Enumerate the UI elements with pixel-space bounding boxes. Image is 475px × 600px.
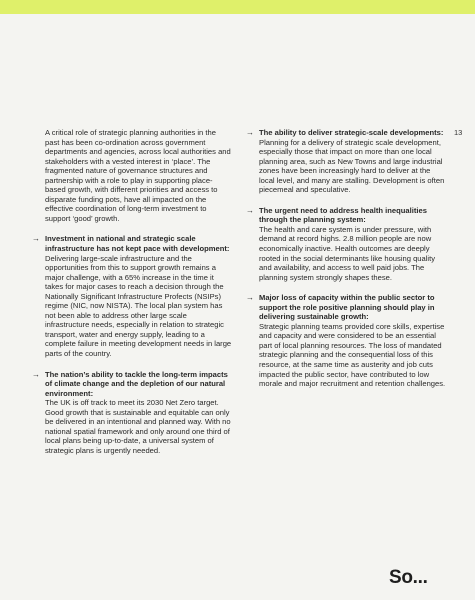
item-heading: The nation’s ability to tackle the long-term impacts of climate change and the depletion of our natural environment:	[45, 369, 228, 398]
arrow-icon: →	[246, 293, 254, 303]
list-item	[32, 370, 232, 456]
item-body: Delivering large-scale infrastructure and the opportunities from this to support growth remains a major challenge, with a 65% increase in the time it takes for major cases to reach a decision through the Nationally Significant Infrastructure Profects (NSIPs) regime (NIC, now NISTA). The local plan system has not been able to address other large scale infrastructure needs, especially in relation to strategic transport, water and energy supply, leading to a complete failure in meeting development needs in large parts of the country.	[45, 253, 232, 359]
item-body: The UK is off track to meet its 2030 Net Zero target. Good growth that is sustainable and equitable can only be delivered in an intentional and planned way. With no national spatial framework and only around one third of local plans being up-to-date, a universal system of strategic plans is urgently needed.	[45, 398, 231, 455]
left-column	[32, 128, 232, 456]
item-heading: Major loss of capacity within the public sector to support the role positive planning should play in delivering sustainable growth:	[259, 293, 435, 322]
right-column	[246, 128, 446, 389]
arrow-icon: →	[246, 128, 254, 137]
item-body: The health and care system is under pressure, with demand at record highs. 2.8 million people are now economically inactive. Health outcomes are deeply rooted in the social determinants like housing quality and availability, and access to well paid jobs. The planning system strongly shapes these.	[259, 224, 436, 282]
closing-heading: So...	[389, 567, 428, 588]
item-heading: The urgent need to address health inequalities through the planning system:	[259, 205, 427, 225]
list-item	[246, 206, 446, 282]
page-number: 13	[454, 128, 463, 137]
item-heading: Investment in national and strategic scale infrastructure has not kept pace with development:	[45, 234, 230, 254]
item-heading: The ability to deliver strategic-scale developments:	[259, 128, 444, 137]
arrow-icon: →	[32, 234, 40, 244]
item-body: Planning for a delivery of strategic scale development, especially those that impact on more than one local planning area, such as New Towns and large industrial zones have been increasingly hard to deliver at the local level, and many are stalling. Development is often piecemeal and speculative.	[259, 137, 445, 195]
intro-paragraph: A critical role of strategic planning authorities in the past has been co-ordination across government departments and agencies, across local authorities and stakeholders with a vested interest in ‘place’. The fragmented nature of governance structures and partnership with a role to play in supporting place-based growth, with different priorities and access to disparate funding pots, have all impacted on the effective coordination of long-term investment to support ‘good’ growth.	[45, 128, 231, 223]
list-item	[246, 128, 446, 195]
item-body: Strategic planning teams provided core skills, expertise and capacity and were considered to be an essential part of local planning resources. The loss of mandated strategic planning and the consequential loss of this resource, at the same time as austerity and job cuts impacted the public sector, have contributed to low morale and major recruitment and retention challenges.	[259, 321, 446, 389]
list-item	[246, 293, 446, 388]
top-accent-band	[0, 0, 475, 14]
arrow-icon: →	[246, 205, 254, 215]
arrow-icon: →	[32, 369, 40, 379]
list-item	[32, 234, 232, 358]
